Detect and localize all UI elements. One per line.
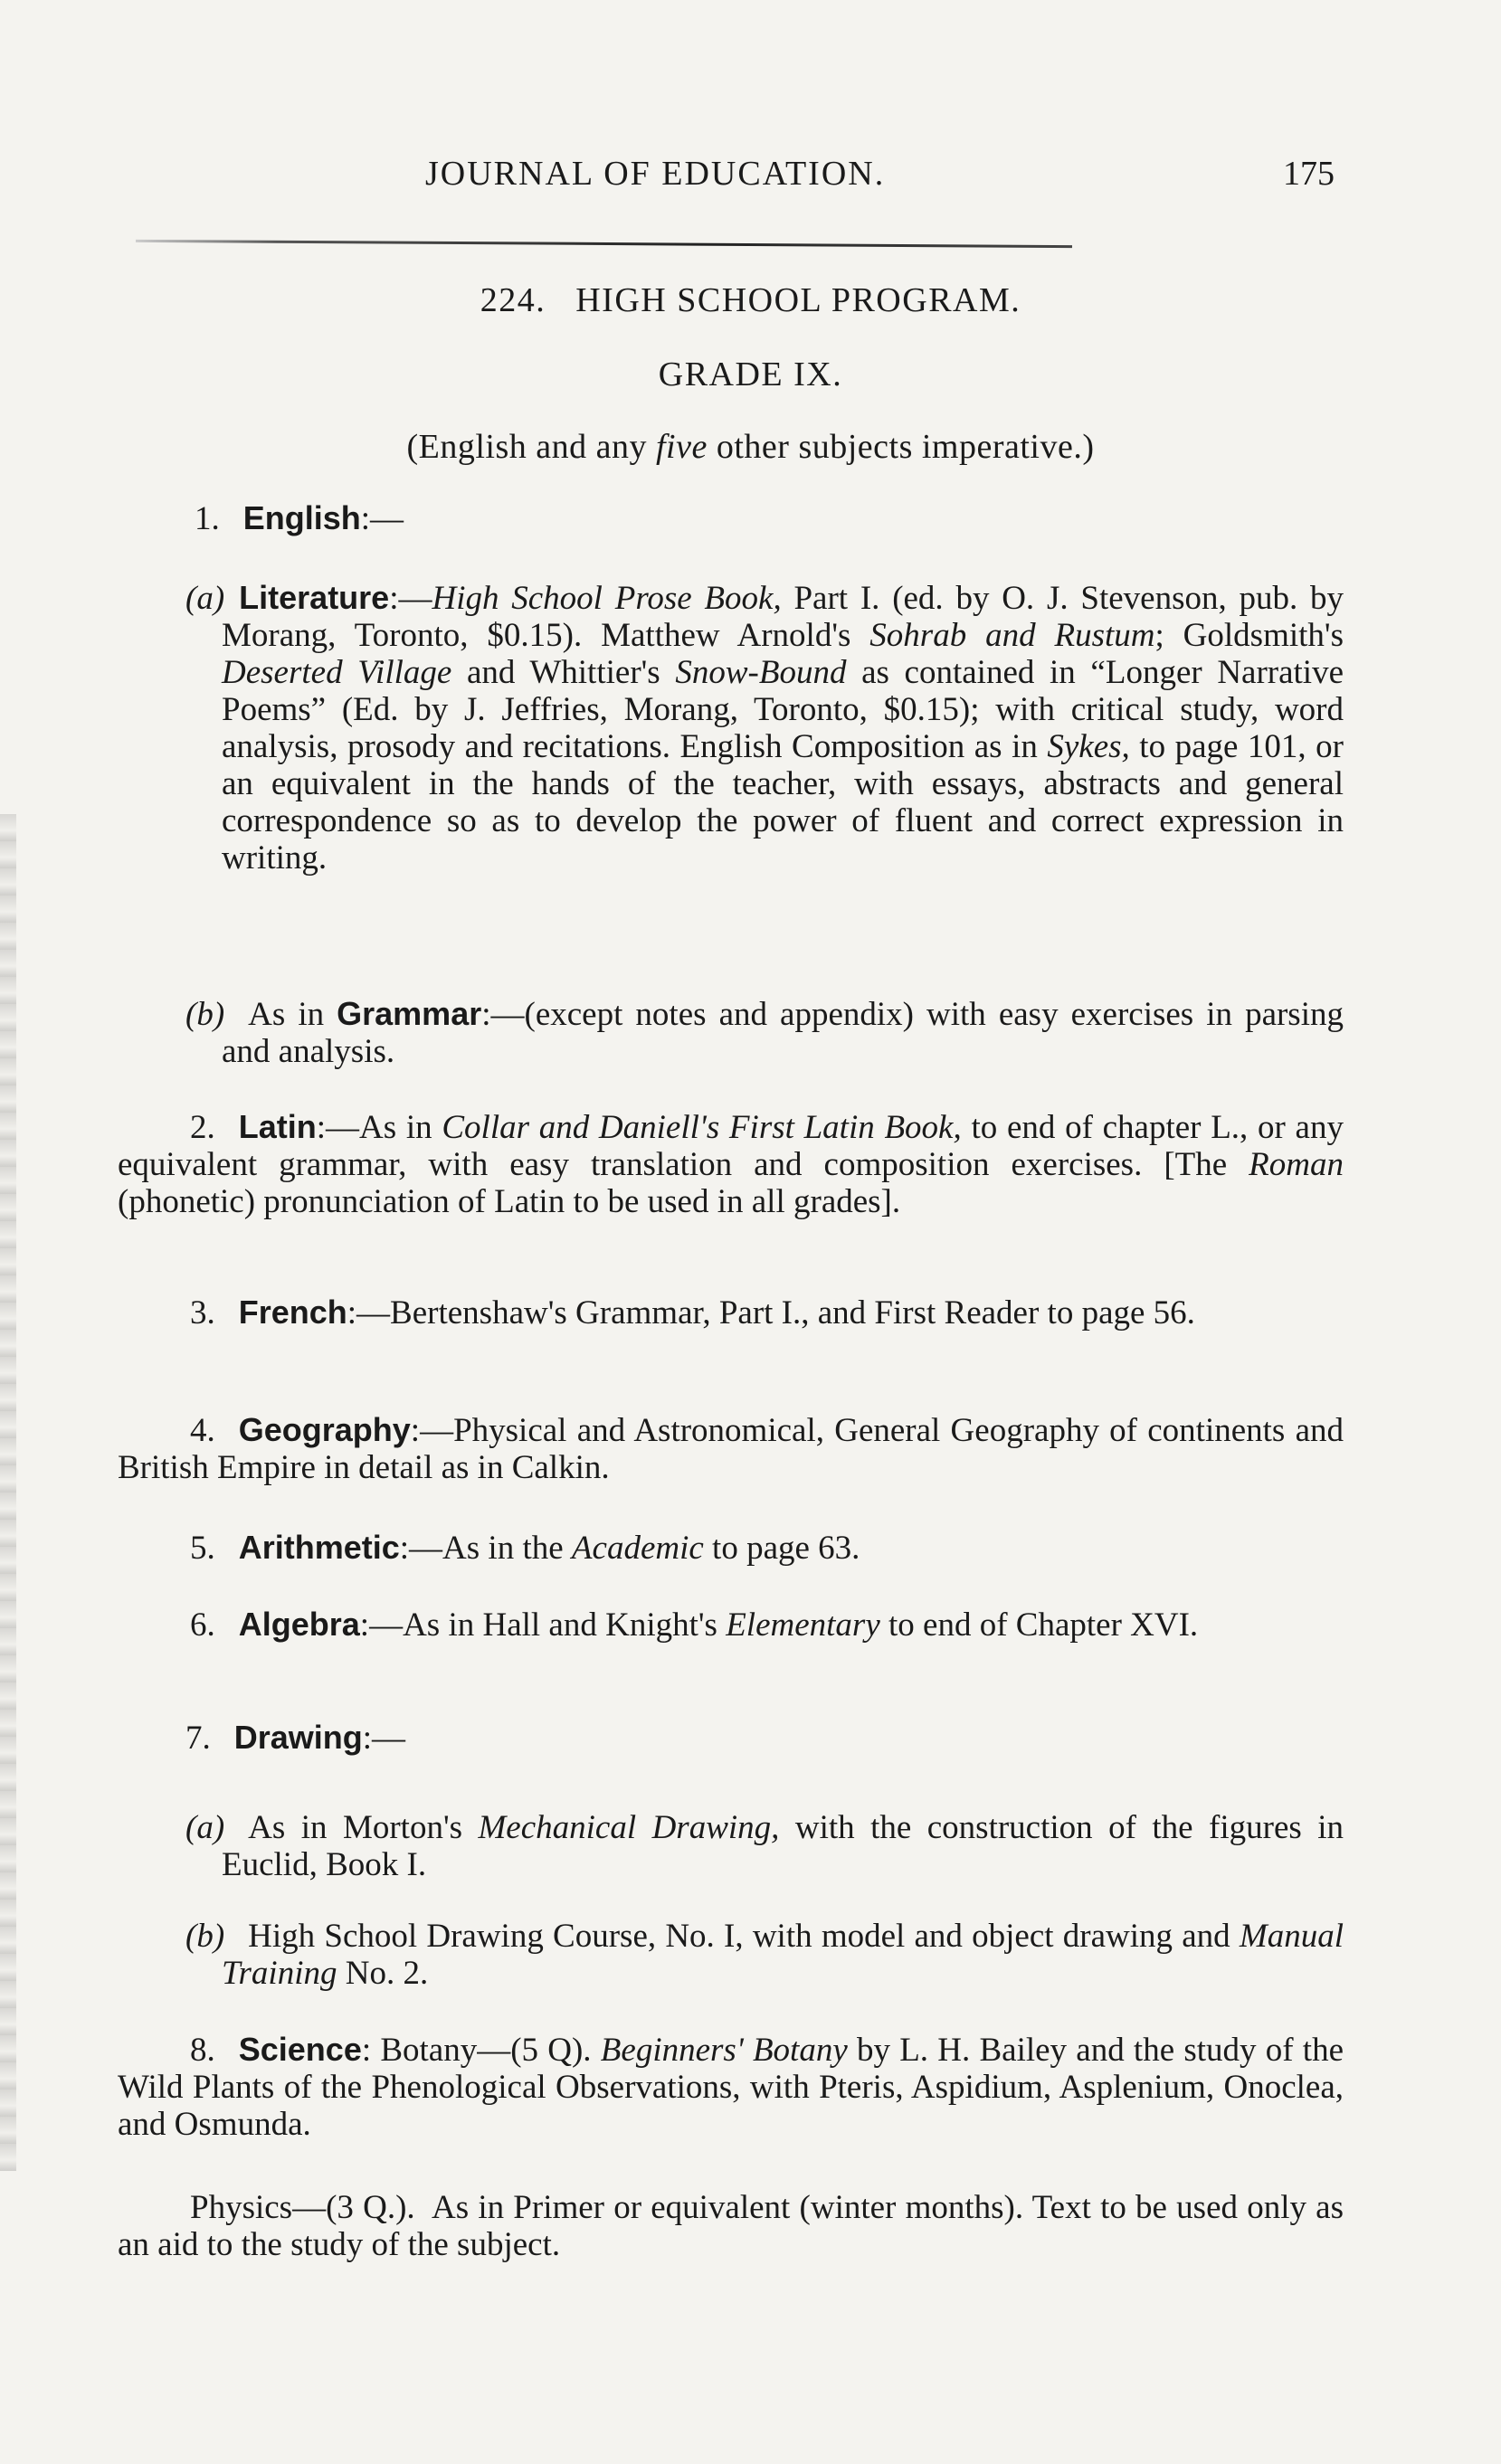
sub-marker: (a) [185,580,225,617]
item-label: Latin [238,1108,317,1145]
item-label: Geography [238,1411,411,1448]
page-number: 175 [1283,155,1335,193]
section-title: 224. HIGH SCHOOL PROGRAM. [480,281,1021,319]
item-italic: Roman [1249,1146,1344,1183]
item-text: to page 63. [703,1530,860,1567]
item-algebra [118,1606,1344,1644]
item-label: English [242,499,361,536]
item-italic: Academic [571,1530,704,1567]
item-text: Part I. (ed. by O. J. Stevenson, pub. by Morang, Toronto, $0.15). Matthew Arnold's [222,580,1353,654]
item-italic: Collar and Daniell's First Latin Book, [442,1109,962,1146]
running-header [0,154,1501,208]
item-text: :—As in the [399,1530,572,1567]
item-italic: High School Prose Book, [432,580,782,617]
item-text: and Whittier's [451,654,676,691]
subject-note [0,427,1501,467]
page-edge-shadow [0,814,16,2171]
item-label: French [238,1294,347,1331]
item-text: ; Goldsmith's [1154,617,1353,654]
item-text: :— [362,1720,406,1757]
sub-marker: (b) [185,996,225,1033]
item-text: by L. H. Bailey and the study of the Wild Plants of the Phenological Observations, with Pteris, Aspidium, Asplenium, Onoclea, and Osmunda. [118,2032,1344,2143]
item-italic: Mechanical Drawing, [478,1809,780,1846]
item-science [118,2031,1344,2143]
running-title: JOURNAL OF EDUCATION. [425,155,886,193]
note-text: (English and any [406,428,656,466]
item-italic: Sohrab and Rustum [869,617,1155,654]
item-number: 8. [190,2032,215,2069]
item-text: As in [248,996,337,1033]
item-text: :—Bertenshaw's Grammar, Part I., and First Reader to page 56. [347,1294,1195,1332]
item-label: Grammar [337,995,482,1032]
item-label: Algebra [238,1606,360,1643]
item-text: as contained in “Longer Narrative Poems” (Ed. by J. Jeffries, Morang, Toronto, $0.15); with critical study, word analysis, prosody and recitations. English Composition as in [222,654,1353,765]
item-italic: Manual Training [222,1918,1344,1992]
item-drawing-b [185,1918,1344,1992]
item-number: 3. [190,1294,215,1332]
grade-title: GRADE IX. [658,355,843,393]
item-text: Physics—(3 Q.). As in Primer or equivalent (winter months). Text to be used only as an aid to the study of the subject. [118,2189,1353,2263]
item-english-heading [195,499,1316,537]
item-physics [118,2189,1353,2263]
item-italic: Snow-Bound [675,654,847,691]
note-text: other subjects imperative.) [707,428,1095,466]
item-text: :—Physical and Astronomical, General Geography of continents and British Empire in detail as in Calkin. [118,1412,1344,1486]
item-label: Arithmetic [238,1529,400,1566]
item-number: 4. [190,1412,215,1449]
item-english-a [185,579,1353,877]
sub-marker: (b) [185,1918,225,1955]
item-number: 2. [190,1109,215,1146]
header-rule [136,240,1072,248]
item-geography [118,1411,1344,1486]
item-text: :— [360,500,404,537]
item-text: :—As in [316,1109,442,1146]
item-text: High School Drawing Course, No. I, with model and object drawing and [248,1918,1240,1955]
item-number: 1. [195,500,220,537]
item-drawing-a [185,1809,1344,1883]
item-text: : Botany—(5 Q). [361,2032,601,2069]
item-text: :—(except notes and appendix) with easy exercises in parsing and analysis. [222,996,1344,1070]
item-text: As in Morton's [248,1809,479,1846]
item-arithmetic [118,1529,1344,1567]
item-number: 7. [185,1720,211,1757]
item-italic: Beginners' Botany [600,2032,848,2069]
item-latin [118,1108,1353,1220]
item-label: Drawing [233,1719,363,1756]
item-text: to page 101, or an equivalent in the hands of the teacher, with essays, abstracts and general correspondence so as to develop the power of fluent and correct expression in writing. [222,728,1344,877]
item-french [118,1294,1344,1332]
item-text: to end of Chapter XVI. [879,1606,1199,1644]
item-number: 5. [190,1530,215,1567]
item-italic: Elementary [726,1606,880,1644]
sub-marker: (a) [185,1809,225,1846]
item-text: :— [389,580,432,617]
item-label: Literature [239,579,390,616]
item-label: Science [238,2031,362,2068]
item-text: to end of chapter L., or any equivalent grammar, with easy translation and composition exercises. [The [118,1109,1353,1183]
item-text: :—As in Hall and Knight's [359,1606,727,1644]
item-italic: Deserted Village [222,654,452,691]
item-text: with the construction of the figures in Euclid, Book I. [222,1809,1344,1883]
item-english-b [185,995,1344,1070]
note-emphasis: five [656,428,708,466]
item-number: 6. [190,1606,215,1644]
item-text: (phonetic) pronunciation of Latin to be used in all grades]. [118,1183,901,1220]
item-italic: Sykes, [1047,728,1130,765]
item-text: No. 2. [337,1955,429,1992]
item-drawing-heading [185,1719,1307,1757]
